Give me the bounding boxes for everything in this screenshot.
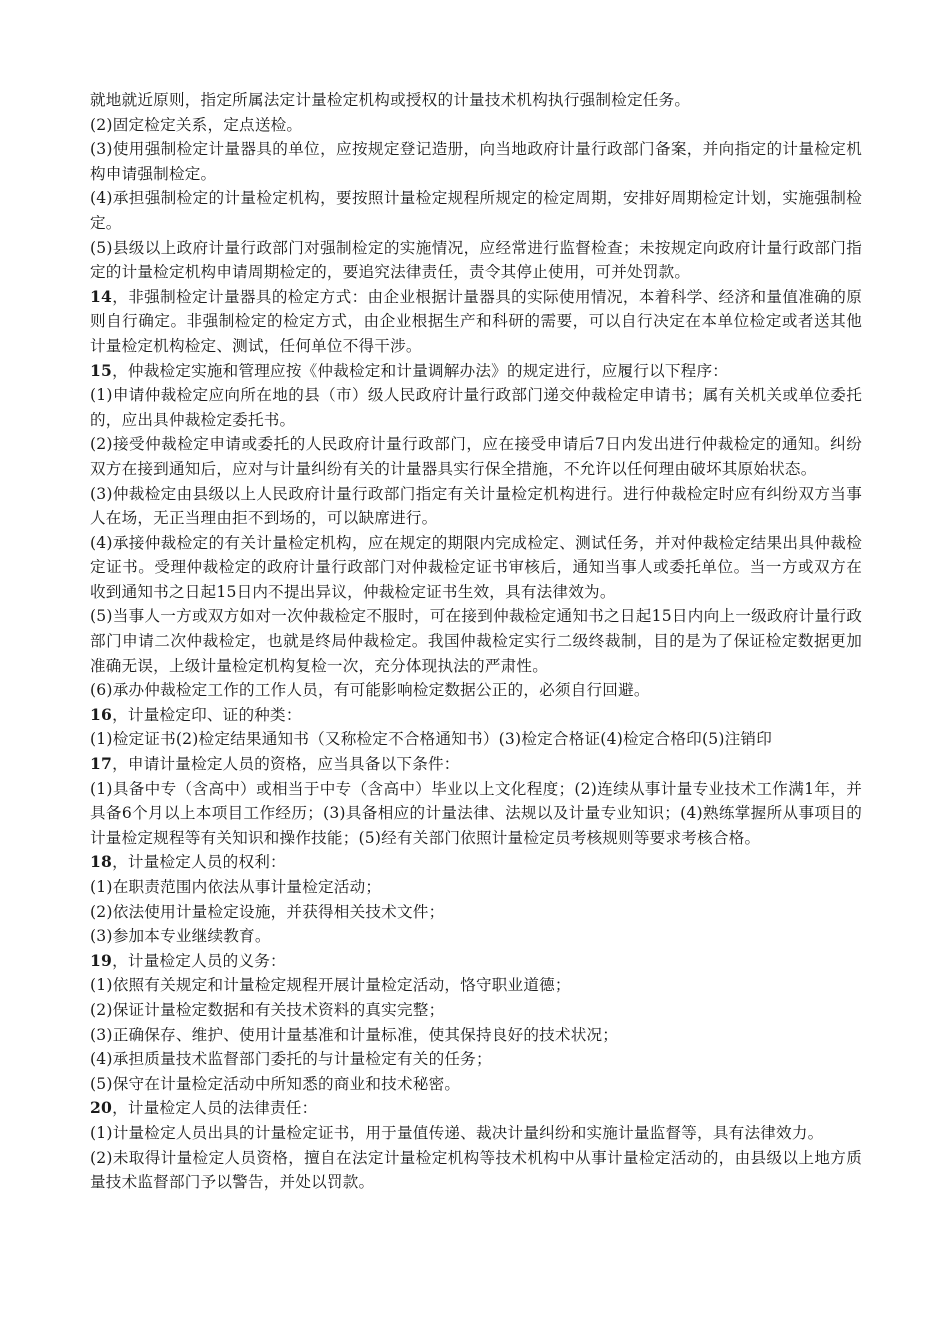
paragraph-text: (4)承接仲裁检定的有关计量检定机构，应在规定的期限内完成检定、测试任务，并对仲裁检定结果出具仲裁检定证书。受理仲裁检定的政府计量行政部门对仲裁检定证书审核后，通知当事人或委托单位。当一方或双方在收到通知书之日起15日内不提出异议，仲裁检定证书生效，具有法律效为。 xyxy=(90,533,862,601)
paragraph xyxy=(90,1121,862,1146)
section-number: 16 xyxy=(90,704,113,724)
paragraph xyxy=(90,924,862,949)
section-number: 20 xyxy=(90,1098,113,1118)
paragraph xyxy=(90,432,862,481)
paragraph xyxy=(90,604,862,678)
section-paragraph xyxy=(90,949,862,974)
paragraph xyxy=(90,236,862,285)
paragraph xyxy=(90,88,862,113)
paragraph-text: (5)县级以上政府计量行政部门对强制检定的实施情况，应经常进行监督检查；未按规定向政府计量行政部门指定的计量检定机构申请周期检定的，要追究法律责任，责令其停止使用，可并处罚款。 xyxy=(90,238,862,282)
paragraph-text: (2)未取得计量检定人员资格，擅自在法定计量检定机构等技术机构中从事计量检定活动的，由县级以上地方质量技术监督部门予以警告，并处以罚款。 xyxy=(90,1148,862,1192)
paragraph xyxy=(90,678,862,703)
paragraph xyxy=(90,1047,862,1072)
paragraph-text: ，计量检定人员的权利： xyxy=(112,853,286,872)
paragraph xyxy=(90,875,862,900)
section-number: 14 xyxy=(90,286,113,306)
paragraph-text: ，申请计量检定人员的资格，应当具备以下条件： xyxy=(112,755,460,774)
document-page xyxy=(90,88,862,1195)
section-paragraph xyxy=(90,850,862,875)
paragraph xyxy=(90,727,862,752)
section-paragraph xyxy=(90,285,862,359)
paragraph-text: (1)申请仲裁检定应向所在地的县（市）级人民政府计量行政部门递交仲裁检定申请书；属有关机关或单位委托的，应出具仲裁检定委托书。 xyxy=(90,386,862,429)
paragraph xyxy=(90,482,862,531)
paragraph-text: (1)依照有关规定和计量检定规程开展计量检定活动，恪守职业道德； xyxy=(90,976,571,995)
paragraph-text: (2)接受仲裁检定申请或委托的人民政府计量行政部门，应在接受申请后7日内发出进行仲裁检定的通知。纠纷双方在接到通知后，应对与计量纠纷有关的计量器具实行保全措施，不允许以任何理由破坏其原始状态。 xyxy=(90,435,862,478)
paragraph-text: (2)保证计量检定数据和有关技术资料的真实完整； xyxy=(90,1000,445,1019)
paragraph xyxy=(90,998,862,1023)
paragraph-text: (4)承担强制检定的计量检定机构，要按照计量检定规程所规定的检定周期，安排好周期检定计划，实施强制检定。 xyxy=(90,189,862,232)
paragraph xyxy=(90,973,862,998)
paragraph-text: ，计量检定人员的义务： xyxy=(112,951,286,970)
paragraph-text: (1)检定证书(2)检定结果通知书（又称检定不合格通知书）(3)检定合格证(4)检定合格印(5)注销印 xyxy=(90,730,773,749)
paragraph-text: 就地就近原则，指定所属法定计量检定机构或授权的计量技术机构执行强制检定任务。 xyxy=(90,91,691,109)
section-paragraph xyxy=(90,1096,862,1121)
section-paragraph xyxy=(90,752,862,777)
paragraph xyxy=(90,1146,862,1195)
paragraph xyxy=(90,531,862,605)
paragraph-text: ，计量检定印、证的种类： xyxy=(112,705,302,724)
paragraph-text: (3)参加本专业继续教育。 xyxy=(90,927,271,946)
paragraph-text: (2)依法使用计量检定设施，并获得相关技术文件； xyxy=(90,902,445,921)
paragraph xyxy=(90,186,862,235)
paragraph-text: (5)保守在计量检定活动中所知悉的商业和技术秘密。 xyxy=(90,1074,461,1093)
section-paragraph xyxy=(90,359,862,384)
section-number: 17 xyxy=(90,754,113,774)
paragraph-text: (1)计量检定人员出具的计量检定证书，用于量值传递、裁决计量纠纷和实施计量监督等，具有法律效力。 xyxy=(90,1123,824,1142)
section-number: 15 xyxy=(90,360,113,380)
section-number: 19 xyxy=(90,950,113,970)
paragraph-text: (5)当事人一方或双方如对一次仲裁检定不服时，可在接到仲裁检定通知书之日起15日内向上一级政府计量行政部门申请二次仲裁检定，也就是终局仲裁检定。我国仲裁检定实行二级终裁制，目的是为了保证检定数据更加准确无误，上级计量检定机构复检一次，充分体现执法的严肃性。 xyxy=(90,607,862,675)
paragraph-text: ，计量检定人员的法律责任： xyxy=(112,1099,318,1118)
paragraph-text: (6)承办仲裁检定工作的工作人员，有可能影响检定数据公正的，必须自行回避。 xyxy=(90,681,650,700)
paragraph-text: (2)固定检定关系，定点送检。 xyxy=(90,115,303,134)
section-paragraph xyxy=(90,703,862,728)
paragraph-text: (1)在职责范围内依法从事计量检定活动； xyxy=(90,878,382,896)
section-number: 18 xyxy=(90,852,113,872)
paragraph xyxy=(90,1023,862,1048)
paragraph-text: (4)承担质量技术监督部门委托的与计量检定有关的任务； xyxy=(90,1050,492,1069)
paragraph-text: ，仲裁检定实施和管理应按《仲裁检定和计量调解办法》的规定进行，应履行以下程序： xyxy=(112,361,729,380)
paragraph xyxy=(90,113,862,138)
paragraph xyxy=(90,777,862,851)
paragraph-text: ，非强制检定计量器具的检定方式：由企业根据计量器具的实际使用情况，本着科学、经济和量值准确的原则自行确定。非强制检定的检定方式，由企业根据生产和科研的需要，可以自行决定在本单位检定或者送其他计量检定机构检定、测试，任何单位不得干涉。 xyxy=(90,287,862,355)
paragraph xyxy=(90,1072,862,1097)
paragraph xyxy=(90,383,862,432)
paragraph-text: (1)具备中专（含高中）或相当于中专（含高中）毕业以上文化程度；(2)连续从事计量专业技术工作满1年，并具备6个月以上本项目工作经历；(3)具备相应的计量法律、法规以及计量专业知识；(4)熟练掌握所从事项目的计量检定规程等有关知识和操作技能；(5)经有关部门依照计量检定员考核规则等要求考核合格。 xyxy=(90,779,862,847)
paragraph xyxy=(90,137,862,186)
paragraph-text: (3)使用强制检定计量器具的单位，应按规定登记造册，向当地政府计量行政部门备案，并向指定的计量检定机构申请强制检定。 xyxy=(90,140,862,183)
paragraph-text: (3)正确保存、维护、使用计量基准和计量标准，使其保持良好的技术状况； xyxy=(90,1025,619,1044)
paragraph xyxy=(90,900,862,925)
paragraph-text: (3)仲裁检定由县级以上人民政府计量行政部门指定有关计量检定机构进行。进行仲裁检定时应有纠纷双方当事人在场，无正当理由拒不到场的，可以缺席进行。 xyxy=(90,484,862,528)
